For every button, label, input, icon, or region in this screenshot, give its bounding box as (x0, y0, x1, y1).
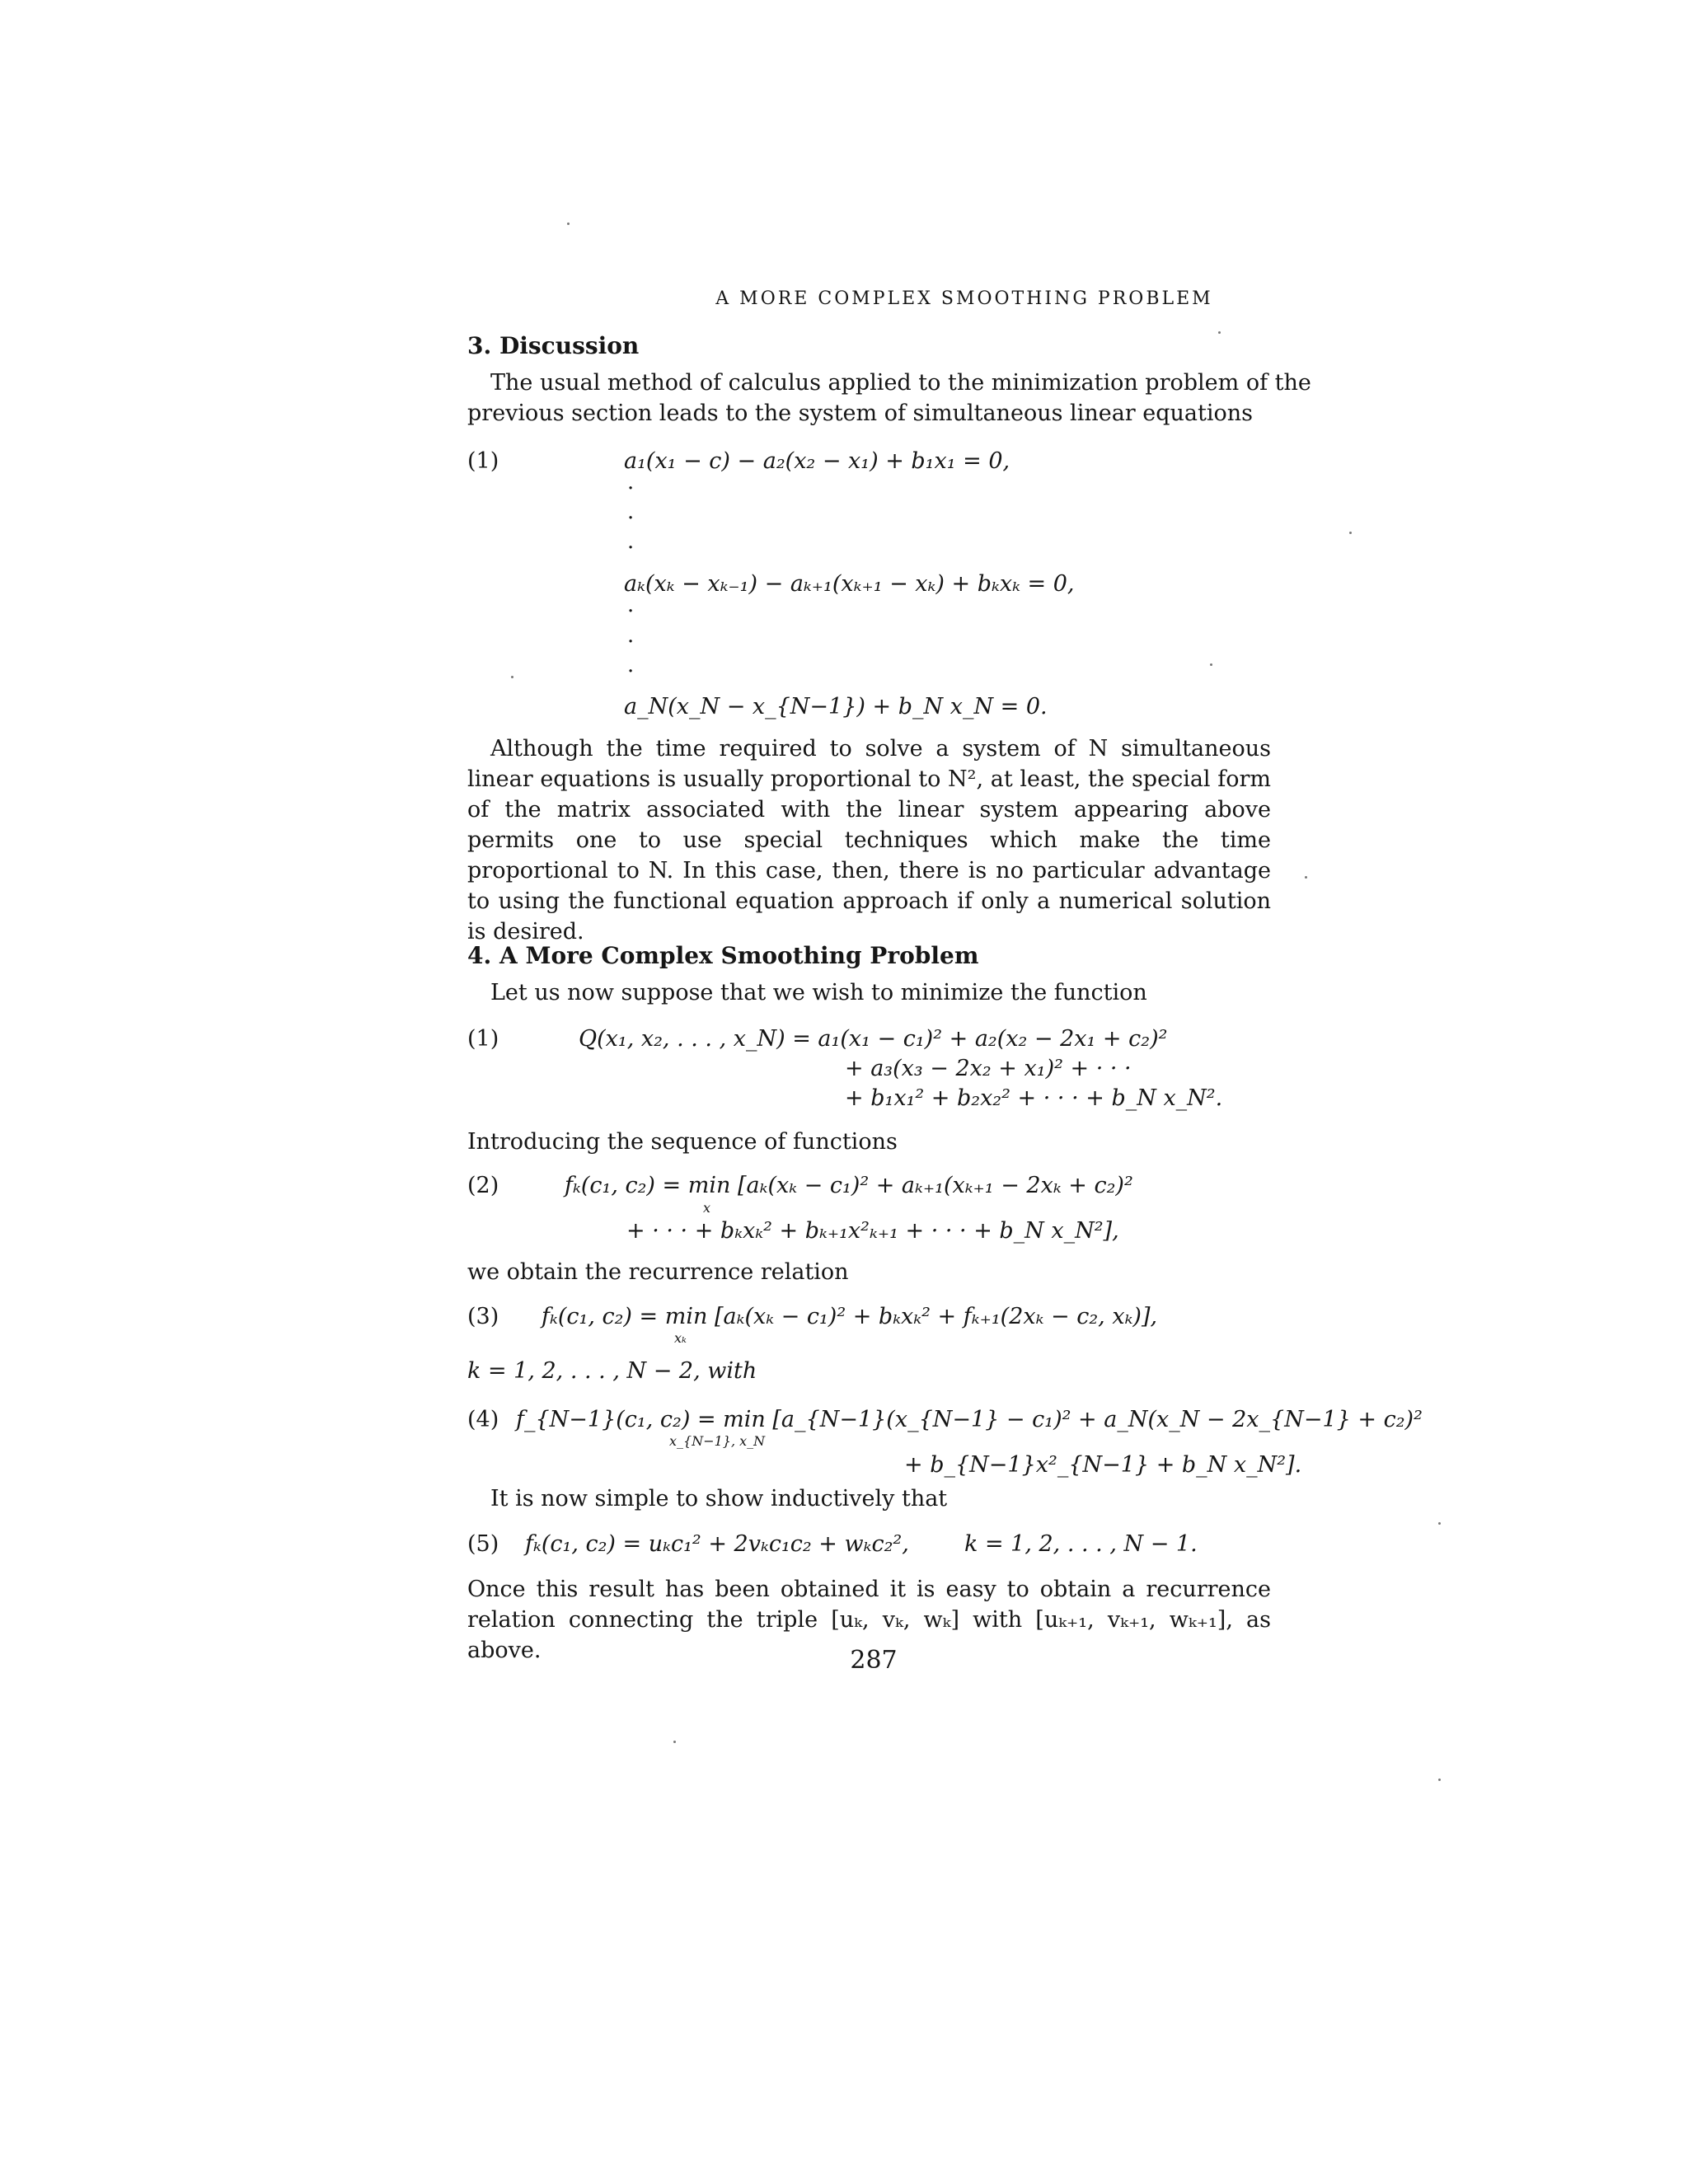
running-header: A MORE COMPLEX SMOOTHING PROBLEM (715, 288, 1213, 309)
scan-speck (1438, 1779, 1441, 1781)
equation-number: (5) (467, 1531, 499, 1557)
scan-speck (1218, 331, 1221, 334)
vertical-dot: · (627, 599, 635, 624)
section-3-intro-line-1: The usual method of calculus applied to the minimization problem of the (490, 370, 1311, 396)
equation-number: (3) (467, 1304, 499, 1329)
vertical-dot: · (627, 506, 635, 531)
equation-row: fₖ(c₁, c₂) = uₖc₁² + 2vₖc₁c₂ + wₖc₂², (525, 1531, 909, 1557)
equation-number: (1) (467, 1026, 499, 1052)
section-3-intro-line-2: previous section leads to the system of simultaneous linear equations (467, 401, 1254, 426)
scan-speck (1349, 532, 1352, 534)
equation-number: (4) (467, 1407, 499, 1432)
equation-row: fₖ(c₁, c₂) = min [aₖ(xₖ − c₁)² + aₖ₊₁(xₖ₊₁ − 2xₖ + c₂)² (565, 1173, 1133, 1198)
equation-row: + · · · + bₖxₖ² + bₖ₊₁x²ₖ₊₁ + · · · + b_N x_N²], (626, 1218, 1119, 1244)
scan-speck (1305, 876, 1307, 879)
page-number: 287 (850, 1646, 898, 1675)
vertical-dot: · (627, 659, 635, 684)
section-3-paragraph: Although the time required to solve a system of N simultaneous linear equations is usually proportional to N², at least, the special form of the matrix associated with the linear system appearing above permits one to use special techniques which make the time proportional to N. In this case, then, there is no particular advantage to using the functional equation approach if only a numerical solution is desired. (467, 736, 1271, 944)
equation-row: aₖ(xₖ − xₖ₋₁) − aₖ₊₁(xₖ₊₁ − xₖ) + bₖxₖ = 0, (624, 571, 1075, 597)
equation-row: + b_{N−1}x²_{N−1} + b_N x_N²]. (904, 1452, 1302, 1478)
section-4-closing: Once this result has been obtained it is easy to obtain a recurrence relation connecting the triple [uₖ, vₖ, wₖ] with [uₖ₊₁, vₖ₊₁, wₖ₊₁], as above. (467, 1577, 1271, 1663)
equation-number: (1) (467, 448, 499, 474)
min-subscript: x_{N−1}, x_N (669, 1433, 766, 1449)
min-subscript: xₖ (674, 1330, 687, 1346)
equation-row: fₖ(c₁, c₂) = min [aₖ(xₖ − c₁)² + bₖxₖ² + fₖ₊₁(2xₖ − c₂, xₖ)], (542, 1304, 1158, 1329)
section-4-heading: 4. A More Complex Smoothing Problem (467, 942, 979, 969)
vertical-dot: · (627, 536, 635, 560)
equation-row: Q(x₁, x₂, . . . , x_N) = a₁(x₁ − c₁)² + a₂(x₂ − 2x₁ + c₂)² (579, 1026, 1168, 1052)
equation-row: a₁(x₁ − c) − a₂(x₂ − x₁) + b₁x₁ = 0, (624, 448, 1010, 474)
scan-speck (511, 676, 513, 678)
equation-row: + a₃(x₃ − 2x₂ + x₁)² + · · · (845, 1056, 1132, 1081)
equation-number: (2) (467, 1173, 499, 1198)
section-4-intro-2: Introducing the sequence of functions (467, 1129, 898, 1155)
section-3-heading: 3. Discussion (467, 332, 640, 359)
scan-speck (673, 1741, 676, 1743)
min-subscript: x (703, 1200, 711, 1216)
equation-range: k = 1, 2, . . . , N − 1. (964, 1531, 1198, 1557)
vertical-dot: · (627, 630, 635, 654)
recurrence-range: k = 1, 2, . . . , N − 2, with (467, 1358, 757, 1384)
scan-speck (1210, 663, 1212, 666)
scan-speck (567, 223, 570, 225)
equation-row: f_{N−1}(c₁, c₂) = min [a_{N−1}(x_{N−1} − c₁)² + a_N(x_N − 2x_{N−1} + c₂)² (516, 1407, 1423, 1432)
section-4-intro: Let us now suppose that we wish to minimize the function (490, 980, 1147, 1005)
equation-row: a_N(x_N − x_{N−1}) + b_N x_N = 0. (624, 694, 1048, 719)
section-4-intro-4: It is now simple to show inductively that (490, 1486, 948, 1511)
section-4-intro-3: we obtain the recurrence relation (467, 1259, 849, 1285)
scan-speck (1438, 1522, 1441, 1525)
vertical-dot: · (627, 476, 635, 501)
equation-row: + b₁x₁² + b₂x₂² + · · · + b_N x_N². (845, 1085, 1223, 1111)
